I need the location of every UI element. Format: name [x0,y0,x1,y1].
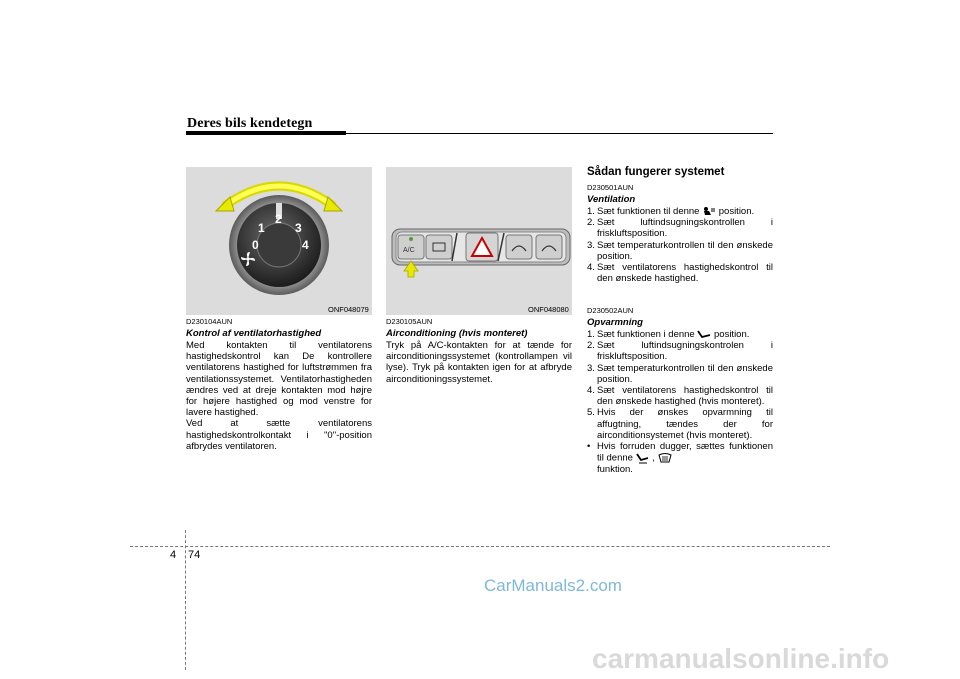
system-heading: Sådan fungerer systemet [587,166,725,178]
figure-caption-1: ONF048079 [328,305,369,314]
subtitle-airconditioning: Airconditioning (hvis monteret) [386,328,528,339]
header-rule [186,133,773,134]
floor-defrost-mode-icon [636,452,650,464]
footer-rule [130,546,830,547]
ventilation-steps [587,206,773,284]
fan-dial-figure [186,167,372,315]
fan-speed-paragraph-1: Med kontakten til ventilatorens hastighedskontrol kan De kontrollere ventilatorens hastighed for luftstrømmen fra ventilationssystemet. Ventilatorhastigheden ændres ved at dreje kontakten mod højre for højere hastighed og mod venstre for lavere hastighed. [186,340,372,419]
list-item: 1. Sæt funktionen i denne position. [587,329,750,340]
subtitle-ventilation: Ventilation [587,194,636,205]
section-code-1: D230104AUN [186,317,233,326]
ac-paragraph: Tryk på A/C-kontakten for at tænde for airconditioningssystemet (kontrollampen vil lyse). Tryk på kontakten igen for at afbryde airconditioningssystemet. [386,340,572,385]
dial-label-2: 2 [275,212,282,226]
list-item: 3. Sæt temperaturkontrollen til den ønskede position. [587,362,773,385]
list-item: 5. Hvis der ønskes opvarmning til affugtning, tændes der for airconditionsystemet (hvis monteret). [587,407,773,441]
subtitle-fan-speed: Kontrol af ventilatorhastighed [186,328,322,339]
defrost-mode-icon [657,452,673,464]
list-item: 2. Sæt luftindsugningskontrollen i friskluftsposition. [587,217,773,240]
list-item: • Hvis forruden dugger, sættes funktionen til denne , funktion. [587,441,773,476]
dial-label-0: 0 [252,238,259,252]
chapter-number: 4 [170,549,177,561]
heating-steps [587,329,773,475]
list-item: 3. Sæt temperaturkontrollen til den ønskede position. [587,239,773,262]
floor-mode-icon [697,329,711,339]
list-item: 1. Sæt funktionen til denne position. [587,206,755,217]
section-code-3: D230501AUN [587,183,634,192]
list-item: 4. Sæt ventilatorens hastighedskontrol til den ønskede hastighed (hvis monteret). [587,385,773,408]
watermark-carmanualsonline: carmanualsonline.info [592,643,890,674]
dial-label-3: 3 [295,221,302,235]
section-code-4: D230502AUN [587,306,634,315]
fan-speed-paragraph-2: Ved at sætte ventilatorens hastighedskontrolkontakt i "0"-position afbrydes ventilatoren. [186,418,372,452]
page-number: 74 [188,549,201,561]
list-item: 2. Sæt luftindsugningskontrolen i friskluftsposition. [587,340,773,363]
face-vent-mode-icon [702,206,716,216]
dial-label-1: 1 [258,221,265,235]
section-title: Deres bils kendetegn [187,116,313,131]
ac-panel-figure [386,167,572,315]
watermark-carmanuals2: CarManuals2.com [484,576,622,595]
subtitle-heating: Opvarmning [587,317,643,328]
fan-dial-illustration [186,167,372,315]
section-code-2: D230105AUN [386,317,433,326]
figure-caption-2: ONF048080 [528,305,569,314]
fan-speed-text [186,340,372,452]
ac-panel-illustration [386,167,572,315]
ac-text [386,340,572,385]
ac-button-label: A/C [403,247,415,254]
footer-vertical-rule [185,530,186,670]
dial-label-4: 4 [302,238,309,252]
list-item: 4. Sæt ventilatorens hastighedskontrol til den ønskede hastighed. [587,262,773,285]
